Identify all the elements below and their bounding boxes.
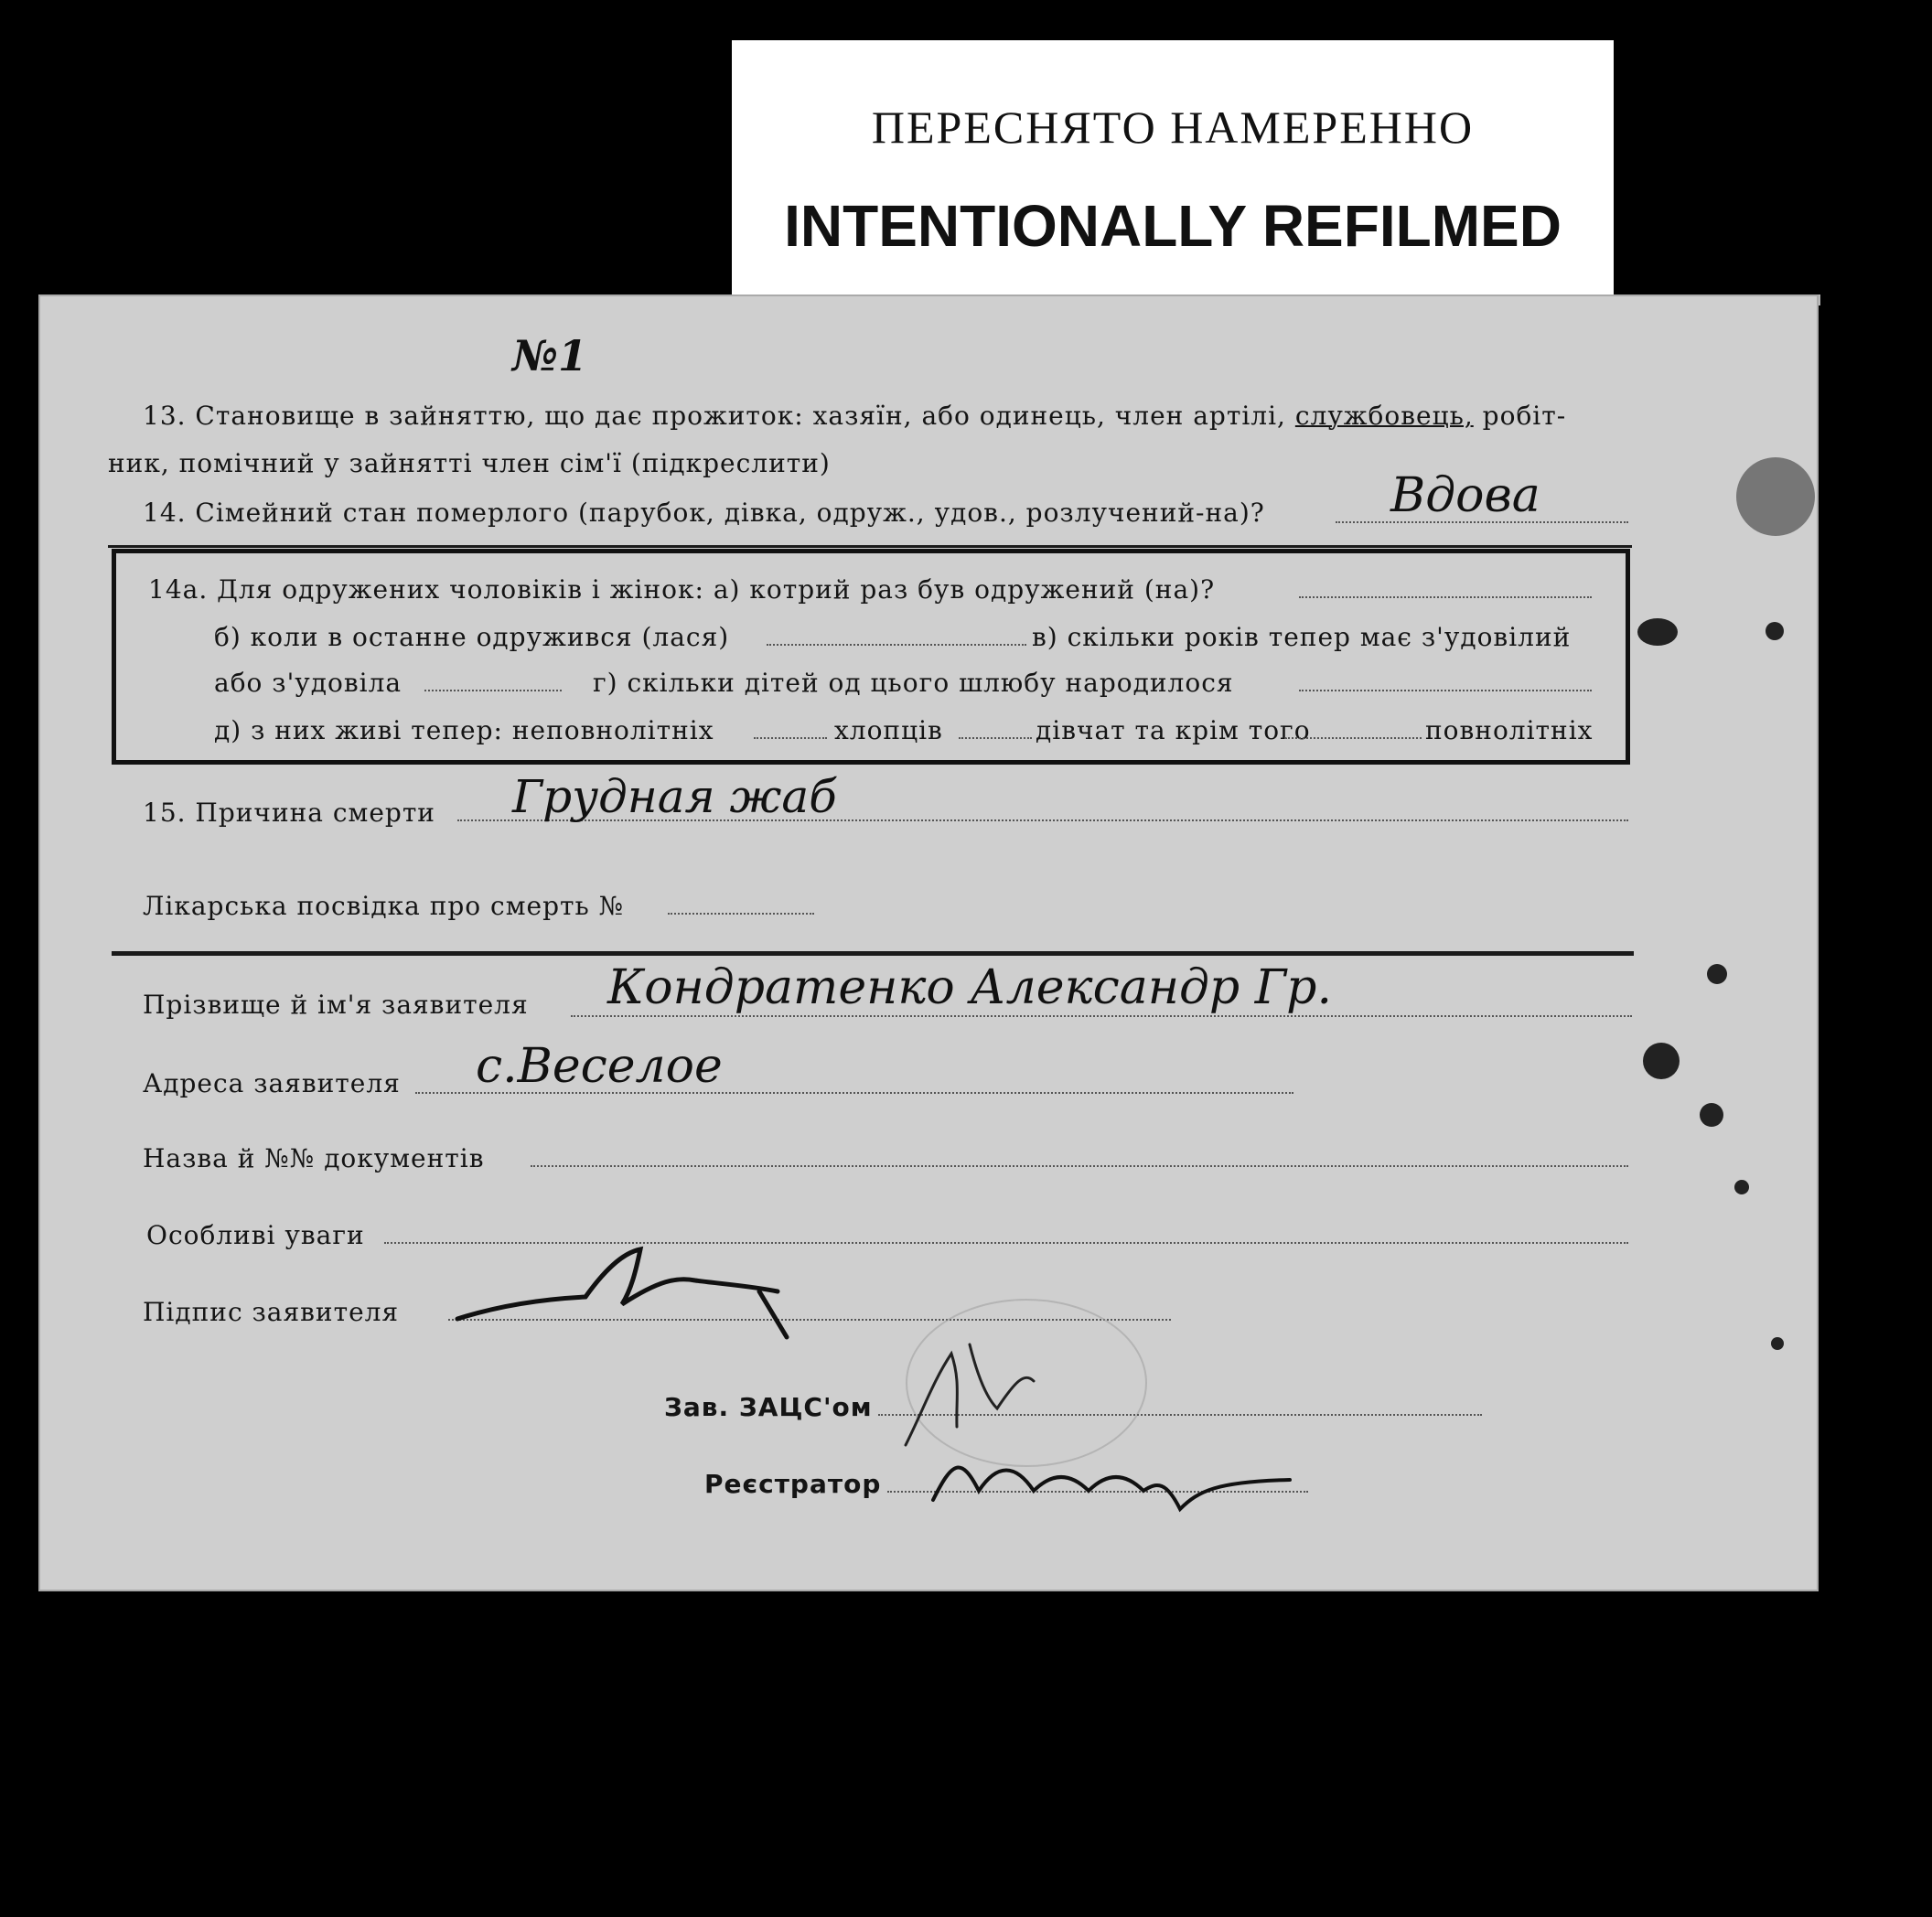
applicant-name-line	[571, 1015, 1632, 1017]
q13-text-b: робіт-	[1482, 401, 1567, 431]
q14a-line4a: д) з них живі тепер: неповнолітніх	[214, 715, 714, 745]
q14a-field-boys	[959, 737, 1032, 739]
q13-line2: ник, помічний у зайнятті член сім'ї (підкреслити)	[108, 448, 831, 478]
q14a-line3b: г) скільки дітей од цього шлюбу народилося	[593, 668, 1234, 698]
registrar-signature	[924, 1427, 1308, 1537]
q14a-line4c: дівчат та крім того	[1036, 715, 1311, 745]
q14a-line2a: б) коли в останне одружився (лася)	[214, 622, 730, 652]
applicant-address-value: с.Веселое	[476, 1039, 723, 1094]
q15-label: 15. Причина смерти	[143, 798, 435, 828]
separator-rule	[108, 545, 1632, 548]
q14a-field-years	[424, 690, 562, 691]
q14-label: 14. Сімейний стан померлого (парубок, дівка, одруж., удов., розлучений-на)?	[143, 498, 1265, 528]
applicant-signature	[448, 1216, 796, 1344]
refilm-label-ru: ПЕРЕСНЯТО НАМЕРЕННО	[871, 102, 1475, 153]
q15-value: Грудная жаб	[512, 770, 837, 823]
applicant-docs-line	[531, 1165, 1628, 1167]
q14a-line3a: або з'удовіла	[214, 668, 402, 698]
applicant-docs-label: Назва й №№ документів	[143, 1143, 485, 1173]
head-label: Зав. ЗАЦС'ом	[664, 1392, 873, 1422]
q14a-field-when	[767, 644, 1026, 646]
q13-text-a: 13. Становище в зайняттю, що дає прожиток: хазяїн, або одинець, член артілі,	[143, 401, 1286, 431]
punch-hole	[1734, 1180, 1749, 1194]
q14-value: Вдова	[1390, 468, 1540, 523]
applicant-signature-label: Підпис заявителя	[143, 1297, 400, 1327]
punch-hole	[1771, 1337, 1784, 1350]
refilm-label-card	[732, 40, 1614, 295]
punch-hole	[1700, 1103, 1723, 1127]
section-rule	[112, 951, 1634, 956]
punch-hole	[1707, 964, 1727, 984]
q14a-line1: 14а. Для одружених чоловіків і жінок: а) котрий раз був одружений (на)?	[148, 574, 1216, 605]
refilm-label-en: INTENTIONALLY REFILMED	[784, 193, 1562, 259]
q13-line1	[143, 401, 1566, 431]
punch-hole	[1643, 1043, 1680, 1079]
q14a-field-times	[1299, 596, 1592, 598]
applicant-notes-label: Особливі уваги	[146, 1220, 365, 1250]
q14a-field-minors	[754, 737, 827, 739]
applicant-name-value: Кондратенко Александр Гр.	[607, 960, 1332, 1015]
punch-hole	[1766, 622, 1784, 640]
q14a-line4b: хлопців	[834, 715, 943, 745]
punch-hole	[1637, 618, 1678, 646]
q14a-line4d: повнолітніх	[1425, 715, 1594, 745]
medical-label: Лікарська посвідка про смерть №	[143, 891, 625, 921]
applicant-address-label: Адреса заявителя	[143, 1068, 401, 1098]
medical-field-line	[668, 913, 814, 915]
applicant-name-label: Прізвище й ім'я заявителя	[143, 990, 529, 1020]
q14a-field-children	[1299, 690, 1592, 691]
q13-underlined-option: службовець,	[1294, 401, 1474, 431]
corner-mark: №1	[512, 331, 588, 380]
edge-stain	[1736, 457, 1815, 536]
registrar-label: Реєстратор	[704, 1469, 882, 1499]
q14a-line2b: в) скільки років тепер має з'удовілий	[1032, 622, 1572, 652]
q14a-field-girls	[1284, 737, 1422, 739]
